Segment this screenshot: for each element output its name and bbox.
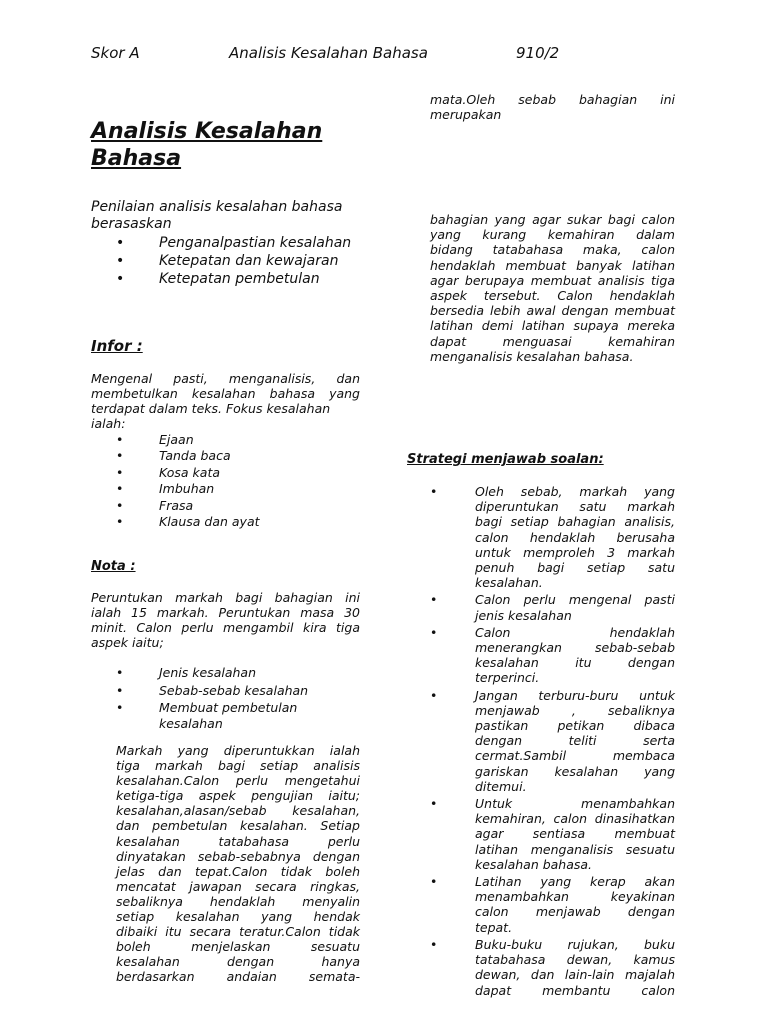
bullet-icon: •	[116, 253, 125, 269]
title-line-1: Analisis Kesalahan	[91, 119, 323, 144]
aspects-list	[91, 234, 371, 288]
header-left: Skor A	[91, 44, 140, 62]
bullet-icon: •	[430, 624, 438, 640]
right-main-paragraph: bahagian yang agar sukar bagi calon yang kurang kemahiran dalam bidang tatabahasa maka, calon hendaklah membuat banyak latihan agar berupaya membuat analisis tiga aspek tersebut. Calon hendaklah bersedia lebih awal dengan membuat latihan demi latihan supaya mereka dapat menguasai kemahiran menganalisis kesalahan bahasa.	[430, 212, 675, 364]
list-item: • Oleh sebab, markah yang diperuntukan satu markah bagi setiap bahagian analisis, calon hendaklah berusaha untuk memproleh 3 markah penuh bagi setiap satu kesalahan.	[430, 484, 675, 591]
markah-paragraph: Markah yang diperuntukkan ialah tiga markah bagi setiap analisis kesalahan.Calon perlu mengetahui ketiga-tiga aspek pengujian iaitu; kesalahan,alasan/sebab kesalahan, dan pembetulan kesalahan. Setiap kesalahan tatabahasa perlu dinyatakan sebab-sebabnya dengan jelas dan tepat.Calon tidak boleh mencatat jawapan secara ringkas, sebaliknya hendaklah menyalin setiap kesalahan yang hendak dibaiki itu secara teratur.Calon tidak boleh menjelaskan sesuatu kesalahan dengan hanya berdasarkan andaian semata-	[116, 743, 360, 985]
nota-paragraph: Peruntukan markah bagi bahagian ini ialah 15 markah. Peruntukan masa 30 minit. Calon perlu mengambil kira tiga aspek iaitu;	[91, 590, 360, 650]
nota-list	[91, 665, 360, 731]
intro-text: Penilaian analisis kesalahan bahasa berasaskan	[91, 199, 343, 232]
list-item: • Sebab-sebab kesalahan	[116, 682, 309, 698]
list-item: • Ejaan	[116, 432, 194, 447]
list-item: • Klausa dan ayat	[116, 514, 260, 530]
bullet-icon: •	[430, 874, 438, 890]
nota-heading: Nota :	[91, 559, 136, 574]
list-item: • Calon hendaklah menerangkan sebab-sebab kesalahan itu dengan terperinci.	[430, 624, 675, 686]
bullet-icon: •	[430, 796, 438, 812]
header-center: Analisis Kesalahan Bahasa	[229, 44, 428, 62]
list-item: • Tanda baca	[116, 448, 231, 464]
bullet-icon: •	[430, 484, 438, 499]
bullet-icon: •	[116, 682, 124, 698]
list-item: • Ketepatan pembetulan	[116, 271, 320, 287]
list-item: • Penganalpastian kesalahan	[116, 235, 352, 251]
bullet-icon: •	[116, 514, 124, 530]
strategy-list	[407, 484, 675, 998]
bullet-icon: •	[116, 448, 124, 464]
bullet-icon: •	[116, 464, 124, 480]
list-item: • Untuk menambahkan kemahiran, calon dinasihatkan agar sentiasa membuat latihan menganalisis sesuatu kesalahan bahasa.	[430, 796, 675, 872]
list-item: • Kosa kata	[116, 464, 221, 480]
bullet-icon: •	[116, 497, 124, 513]
list-item: • Latihan yang kerap akan menambahkan keyakinan calon menjawab dengan tepat.	[430, 874, 675, 935]
bullet-icon: •	[430, 687, 438, 703]
bullet-icon: •	[430, 936, 438, 952]
bullet-icon: •	[116, 235, 125, 251]
list-item: • Calon perlu mengenal pasti jenis kesalahan	[430, 592, 675, 623]
list-item: • Buku-buku rujukan, buku tatabahasa dewan, kamus dewan, dan lain-lain majalah dapat membantu calon	[430, 936, 675, 998]
infor-heading: Infor :	[91, 337, 143, 355]
bullet-icon: •	[116, 432, 124, 447]
header-right: 910/2	[516, 44, 560, 62]
list-item: • Frasa	[116, 497, 194, 513]
list-item: • Jenis kesalahan	[116, 665, 256, 680]
focus-list	[91, 432, 360, 530]
bullet-icon: •	[430, 592, 438, 608]
list-item: • Membuat pembetulan kesalahan	[116, 700, 298, 731]
bullet-icon: •	[116, 271, 125, 287]
page-title	[91, 118, 322, 172]
list-item: • Ketepatan dan kewajaran	[116, 253, 339, 269]
list-item: • Jangan terburu-buru untuk menjawab , sebaliknya pastikan petikan dibaca dengan teliti serta cermat.Sambil membaca gariskan kesalahan yang ditemui.	[430, 687, 675, 794]
strategy-heading: Strategi menjawab soalan:	[407, 452, 604, 467]
bullet-icon: •	[116, 665, 124, 680]
list-item: • Imbuhan	[116, 481, 215, 497]
right-top-paragraph: mata.Oleh sebab bahagian ini merupakan	[430, 92, 675, 122]
bullet-icon: •	[116, 481, 124, 497]
title-line-2: Bahasa	[91, 146, 182, 171]
bullet-icon: •	[116, 700, 124, 715]
infor-paragraph: Mengenal pasti, menganalisis, dan membetulkan kesalahan bahasa yang terdapat dalam teks. Fokus kesalahan ialah:	[91, 371, 360, 431]
